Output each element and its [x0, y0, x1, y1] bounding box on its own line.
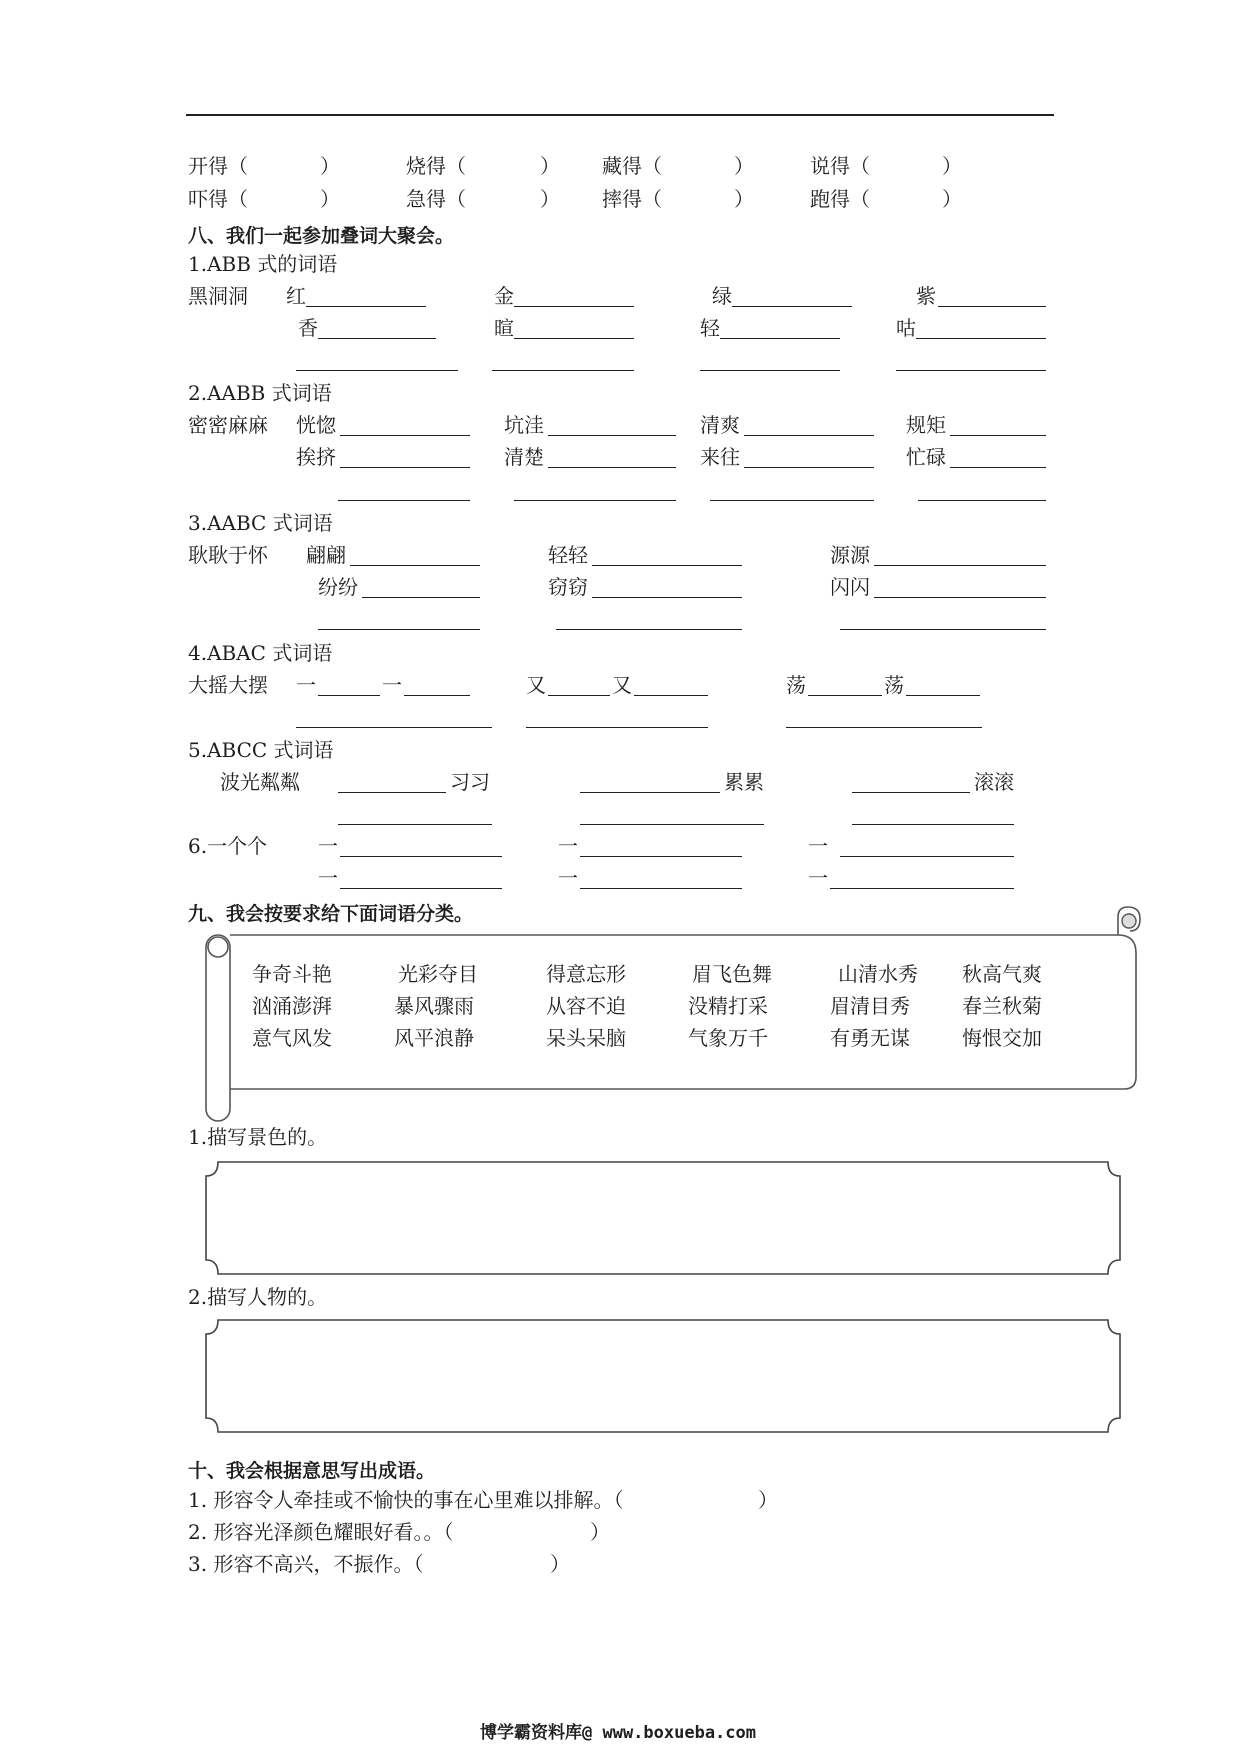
answer-line[interactable]	[296, 370, 458, 371]
word-item[interactable]: 山清水秀	[838, 962, 918, 986]
answer-line[interactable]	[306, 306, 426, 307]
abcc-item: 习习	[450, 770, 490, 794]
aabb-item: 清爽	[700, 413, 740, 437]
answer-line[interactable]	[514, 338, 634, 339]
word-item[interactable]: 呆头呆脑	[546, 1026, 626, 1050]
word-item[interactable]: 气象万千	[688, 1026, 768, 1050]
aabb-item: 坑洼	[504, 413, 544, 437]
answer-line[interactable]	[514, 306, 634, 307]
answer-line[interactable]	[340, 888, 502, 889]
yi-prefix: 一	[558, 834, 578, 858]
abb-example: 黑洞洞	[188, 284, 248, 308]
fill-label: 烧得（	[406, 154, 466, 178]
answer-line[interactable]	[404, 695, 470, 696]
answer-line[interactable]	[526, 727, 708, 728]
fill-label: 跑得（	[810, 187, 870, 211]
fill-close: ）	[734, 154, 754, 178]
answer-line[interactable]	[340, 467, 470, 468]
answer-line[interactable]	[896, 370, 1046, 371]
answer-line[interactable]	[338, 792, 446, 793]
answer-line[interactable]	[340, 435, 470, 436]
word-item[interactable]: 得意忘形	[546, 962, 626, 986]
answer-line[interactable]	[700, 370, 840, 371]
fill-label: 说得（	[810, 154, 870, 178]
answer-box-people[interactable]	[200, 1318, 1126, 1436]
answer-line[interactable]	[548, 467, 676, 468]
word-item[interactable]: 光彩夺目	[398, 962, 478, 986]
aabc-item: 窃窃	[548, 575, 588, 599]
answer-line[interactable]	[338, 824, 492, 825]
fill-label: 吓得（	[188, 187, 248, 211]
answer-line[interactable]	[732, 306, 852, 307]
abb-item: 轻	[700, 316, 720, 340]
abac-item: 一	[296, 673, 316, 697]
fill-close: ）	[540, 187, 560, 211]
abac-example: 大摇大摆	[188, 673, 268, 697]
aabc-heading: 3.AABC 式词语	[188, 511, 333, 535]
question-2: 2. 形容光泽颜色耀眼好看。。（	[188, 1520, 454, 1544]
word-item[interactable]: 悔恨交加	[962, 1026, 1042, 1050]
answer-line[interactable]	[580, 824, 764, 825]
answer-line[interactable]	[362, 597, 480, 598]
abac-item: 荡	[786, 673, 806, 697]
answer-line[interactable]	[808, 695, 882, 696]
answer-close: ）	[590, 1520, 610, 1544]
word-item[interactable]: 春兰秋菊	[962, 994, 1042, 1018]
aabb-heading: 2.AABB 式词语	[188, 381, 332, 405]
answer-line[interactable]	[318, 338, 436, 339]
aabb-example: 密密麻麻	[188, 413, 268, 437]
aabc-item: 翩翩	[306, 543, 346, 567]
answer-line[interactable]	[580, 888, 742, 889]
abcc-item: 滚滚	[974, 770, 1014, 794]
answer-line[interactable]	[744, 467, 874, 468]
answer-line[interactable]	[852, 824, 1014, 825]
word-item[interactable]: 从容不迫	[546, 994, 626, 1018]
fill-label: 藏得（	[602, 154, 662, 178]
answer-line[interactable]	[830, 888, 1014, 889]
answer-line[interactable]	[874, 565, 1046, 566]
answer-line[interactable]	[296, 727, 492, 728]
aabc-item: 轻轻	[548, 543, 588, 567]
abac-item: 一	[382, 673, 402, 697]
footer-watermark: 博学霸资料库@ www.boxueba.com	[480, 1723, 756, 1743]
answer-line[interactable]	[786, 727, 982, 728]
answer-line[interactable]	[744, 435, 874, 436]
answer-line[interactable]	[592, 597, 742, 598]
answer-line[interactable]	[840, 629, 1046, 630]
aabb-item: 清楚	[504, 445, 544, 469]
word-item[interactable]: 眉飞色舞	[692, 962, 772, 986]
answer-line[interactable]	[906, 695, 980, 696]
abb-item: 暄	[494, 316, 514, 340]
abac-item: 荡	[884, 673, 904, 697]
answer-line[interactable]	[340, 856, 502, 857]
abb-item: 绿	[712, 284, 732, 308]
answer-line[interactable]	[556, 629, 742, 630]
question-1: 1. 形容令人牵挂或不愉快的事在心里难以排解。（	[188, 1488, 624, 1512]
fill-close: ）	[320, 154, 340, 178]
word-item[interactable]: 没精打采	[688, 994, 768, 1018]
abb-item: 香	[298, 316, 318, 340]
answer-line[interactable]	[580, 856, 742, 857]
fill-close: ）	[320, 187, 340, 211]
aabb-item: 挨挤	[296, 445, 336, 469]
answer-line[interactable]	[720, 338, 840, 339]
word-item[interactable]: 暴风骤雨	[394, 994, 474, 1018]
abb-item: 紫	[916, 284, 936, 308]
yi-prefix: 一	[318, 834, 338, 858]
answer-line[interactable]	[710, 500, 874, 501]
section8-title: 八、我们一起参加叠词大聚会。	[188, 225, 455, 247]
fill-label: 摔得（	[602, 187, 662, 211]
fill-close: ）	[942, 187, 962, 211]
fill-label: 开得（	[188, 154, 248, 178]
aabc-item: 闪闪	[830, 575, 870, 599]
answer-line[interactable]	[548, 435, 676, 436]
answer-line[interactable]	[950, 435, 1046, 436]
answer-line[interactable]	[492, 370, 634, 371]
answer-line[interactable]	[950, 467, 1046, 468]
answer-line[interactable]	[874, 597, 1046, 598]
abb-heading: 1.ABB 式的词语	[188, 252, 338, 276]
answer-line[interactable]	[580, 792, 720, 793]
abcc-item: 累累	[724, 770, 764, 794]
word-item[interactable]: 有勇无谋	[830, 1026, 910, 1050]
top-rule	[186, 114, 1054, 116]
answer-close: ）	[758, 1488, 778, 1512]
answer-line[interactable]	[318, 629, 480, 630]
answer-line[interactable]	[592, 565, 742, 566]
answer-line[interactable]	[318, 695, 380, 696]
answer-line[interactable]	[938, 306, 1046, 307]
answer-line[interactable]	[634, 695, 708, 696]
fill-close: ）	[942, 154, 962, 178]
answer-line[interactable]	[338, 500, 470, 501]
category-people-label: 2.描写人物的。	[188, 1285, 328, 1309]
fill-label: 急得（	[406, 187, 466, 211]
abac-item: 又	[612, 673, 632, 697]
word-item[interactable]: 秋高气爽	[962, 962, 1042, 986]
answer-box-scenery[interactable]	[200, 1160, 1126, 1278]
word-item[interactable]: 眉清目秀	[830, 994, 910, 1018]
abac-heading: 4.ABAC 式词语	[188, 641, 333, 665]
fill-close: ）	[540, 154, 560, 178]
yi-prefix: 一	[808, 834, 828, 858]
answer-line[interactable]	[514, 500, 676, 501]
word-item[interactable]: 意气风发	[252, 1026, 332, 1050]
answer-line[interactable]	[548, 695, 610, 696]
answer-close: ）	[550, 1552, 570, 1576]
abcc-heading: 5.ABCC 式词语	[188, 738, 334, 762]
aabc-example: 耿耿于怀	[188, 543, 268, 567]
yi-prefix: 一	[318, 866, 338, 890]
word-item[interactable]: 风平浪静	[394, 1026, 474, 1050]
yi-prefix: 一	[808, 866, 828, 890]
answer-line[interactable]	[918, 500, 1046, 501]
answer-line[interactable]	[350, 565, 480, 566]
abb-item: 红	[286, 284, 306, 308]
abb-item: 咕	[896, 316, 916, 340]
answer-line[interactable]	[916, 338, 1046, 339]
abb-item: 金	[494, 284, 514, 308]
question-3: 3. 形容不高兴，不振作。（	[188, 1552, 424, 1576]
section9-title: 九、我会按要求给下面词语分类。	[188, 903, 474, 925]
abac-item: 又	[526, 673, 546, 697]
category-scenery-label: 1.描写景色的。	[188, 1125, 328, 1149]
aabb-item: 忙碌	[906, 445, 946, 469]
aabc-item: 纷纷	[318, 575, 358, 599]
word-item[interactable]: 汹涌澎湃	[252, 994, 332, 1018]
word-item[interactable]: 争奇斗艳	[252, 962, 332, 986]
answer-line[interactable]	[852, 792, 970, 793]
aabb-item: 恍惚	[296, 413, 336, 437]
aabb-item: 规矩	[906, 413, 946, 437]
abcc-example: 波光粼粼	[220, 770, 300, 794]
fill-close: ）	[734, 187, 754, 211]
section10-title: 十、我会根据意思写出成语。	[188, 1460, 436, 1482]
aabb-item: 来往	[700, 445, 740, 469]
yigege-heading: 6.一个个	[188, 834, 268, 858]
answer-line[interactable]	[840, 856, 1014, 857]
aabc-item: 源源	[830, 543, 870, 567]
yi-prefix: 一	[558, 866, 578, 890]
